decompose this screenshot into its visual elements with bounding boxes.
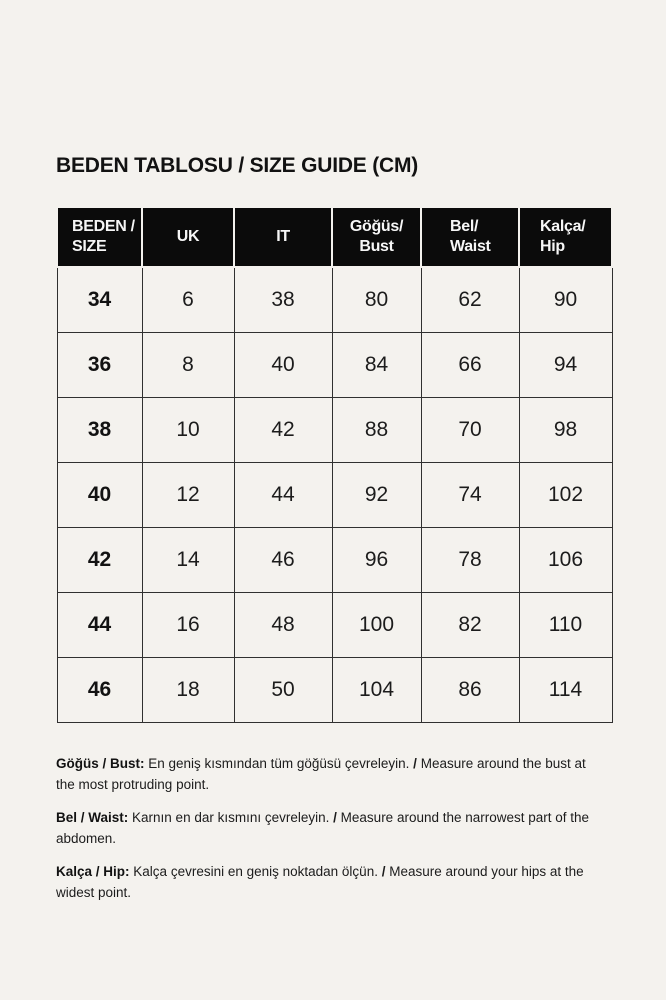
- size-cell: 42: [57, 527, 142, 592]
- measurement-cell: 102: [519, 462, 612, 527]
- measurement-cell: 80: [332, 267, 421, 332]
- measurement-cell: 74: [421, 462, 519, 527]
- size-table-body: [57, 267, 612, 722]
- measurement-cell: 94: [519, 332, 612, 397]
- table-row: [57, 397, 612, 462]
- header-line: BEDEN /: [72, 218, 135, 235]
- measurement-cell: 96: [332, 527, 421, 592]
- measurement-notes: [56, 753, 591, 903]
- measurement-cell: 62: [421, 267, 519, 332]
- note-turkish: Kalça çevresini en geniş noktadan ölçün.: [133, 863, 378, 879]
- measurement-cell: 92: [332, 462, 421, 527]
- size-cell: 40: [57, 462, 142, 527]
- header-line: SIZE: [72, 238, 107, 255]
- measurement-cell: 98: [519, 397, 612, 462]
- table-row: [57, 527, 612, 592]
- measurement-cell: 18: [142, 657, 234, 722]
- measurement-cell: 16: [142, 592, 234, 657]
- note-english: Measure around the bust at the most protruding point.: [56, 755, 586, 792]
- measurement-cell: 42: [234, 397, 332, 462]
- measurement-cell: 88: [332, 397, 421, 462]
- header-line: Bel/: [450, 218, 479, 235]
- measurement-cell: 90: [519, 267, 612, 332]
- page-title: BEDEN TABLOSU / SIZE GUIDE (CM): [56, 154, 419, 177]
- size-cell: 46: [57, 657, 142, 722]
- header-line: UK: [176, 228, 200, 245]
- header-line: Kalça/: [540, 218, 586, 235]
- table-row: [57, 592, 612, 657]
- header-bust: [332, 207, 421, 267]
- measurement-cell: 84: [332, 332, 421, 397]
- measurement-cell: 14: [142, 527, 234, 592]
- note-label: Göğüs / Bust:: [56, 755, 145, 771]
- size-cell: 44: [57, 592, 142, 657]
- size-table-header: [57, 207, 612, 267]
- measurement-cell: 86: [421, 657, 519, 722]
- measurement-cell: 8: [142, 332, 234, 397]
- header-it: [234, 207, 332, 267]
- note-english: Measure around your hips at the widest point.: [56, 863, 584, 900]
- measurement-cell: 44: [234, 462, 332, 527]
- measurement-cell: 100: [332, 592, 421, 657]
- measurement-cell: 66: [421, 332, 519, 397]
- note-hip: [56, 861, 591, 903]
- measurement-cell: 46: [234, 527, 332, 592]
- note-separator: /: [333, 809, 337, 825]
- size-cell: 38: [57, 397, 142, 462]
- note-separator: /: [413, 755, 417, 771]
- measurement-cell: 114: [519, 657, 612, 722]
- measurement-cell: 38: [234, 267, 332, 332]
- header-hip: [519, 207, 612, 267]
- header-line: Waist: [450, 238, 491, 255]
- measurement-cell: 106: [519, 527, 612, 592]
- header-line: Göğüs/: [349, 218, 404, 235]
- note-label: Bel / Waist:: [56, 809, 129, 825]
- table-row: [57, 332, 612, 397]
- size-guide-table: [56, 206, 613, 723]
- measurement-cell: 78: [421, 527, 519, 592]
- measurement-cell: 40: [234, 332, 332, 397]
- note-english: Measure around the narrowest part of the abdomen.: [56, 809, 590, 846]
- measurement-cell: 104: [332, 657, 421, 722]
- header-beden-size: [57, 207, 142, 267]
- measurement-cell: 110: [519, 592, 612, 657]
- measurement-cell: 10: [142, 397, 234, 462]
- note-waist: [56, 807, 591, 849]
- measurement-cell: 82: [421, 592, 519, 657]
- note-separator: /: [381, 863, 386, 879]
- header-line: IT: [276, 228, 290, 245]
- header-line: Bust: [359, 238, 394, 255]
- note-turkish: En geniş kısmından tüm göğüsü çevreleyin.: [148, 755, 410, 771]
- note-bust: [56, 753, 591, 795]
- header-uk: [142, 207, 234, 267]
- size-cell: 36: [57, 332, 142, 397]
- table-row: [57, 462, 612, 527]
- measurement-cell: 50: [234, 657, 332, 722]
- header-line: Hip: [540, 238, 565, 255]
- header-row: [57, 207, 612, 267]
- measurement-cell: 12: [142, 462, 234, 527]
- measurement-cell: 48: [234, 592, 332, 657]
- measurement-cell: 70: [421, 397, 519, 462]
- header-waist: [421, 207, 519, 267]
- note-label: Kalça / Hip:: [56, 863, 130, 879]
- note-turkish: Karnın en dar kısmını çevreleyin.: [132, 809, 330, 825]
- table-row: [57, 657, 612, 722]
- table-row: [57, 267, 612, 332]
- measurement-cell: 6: [142, 267, 234, 332]
- size-cell: 34: [57, 267, 142, 332]
